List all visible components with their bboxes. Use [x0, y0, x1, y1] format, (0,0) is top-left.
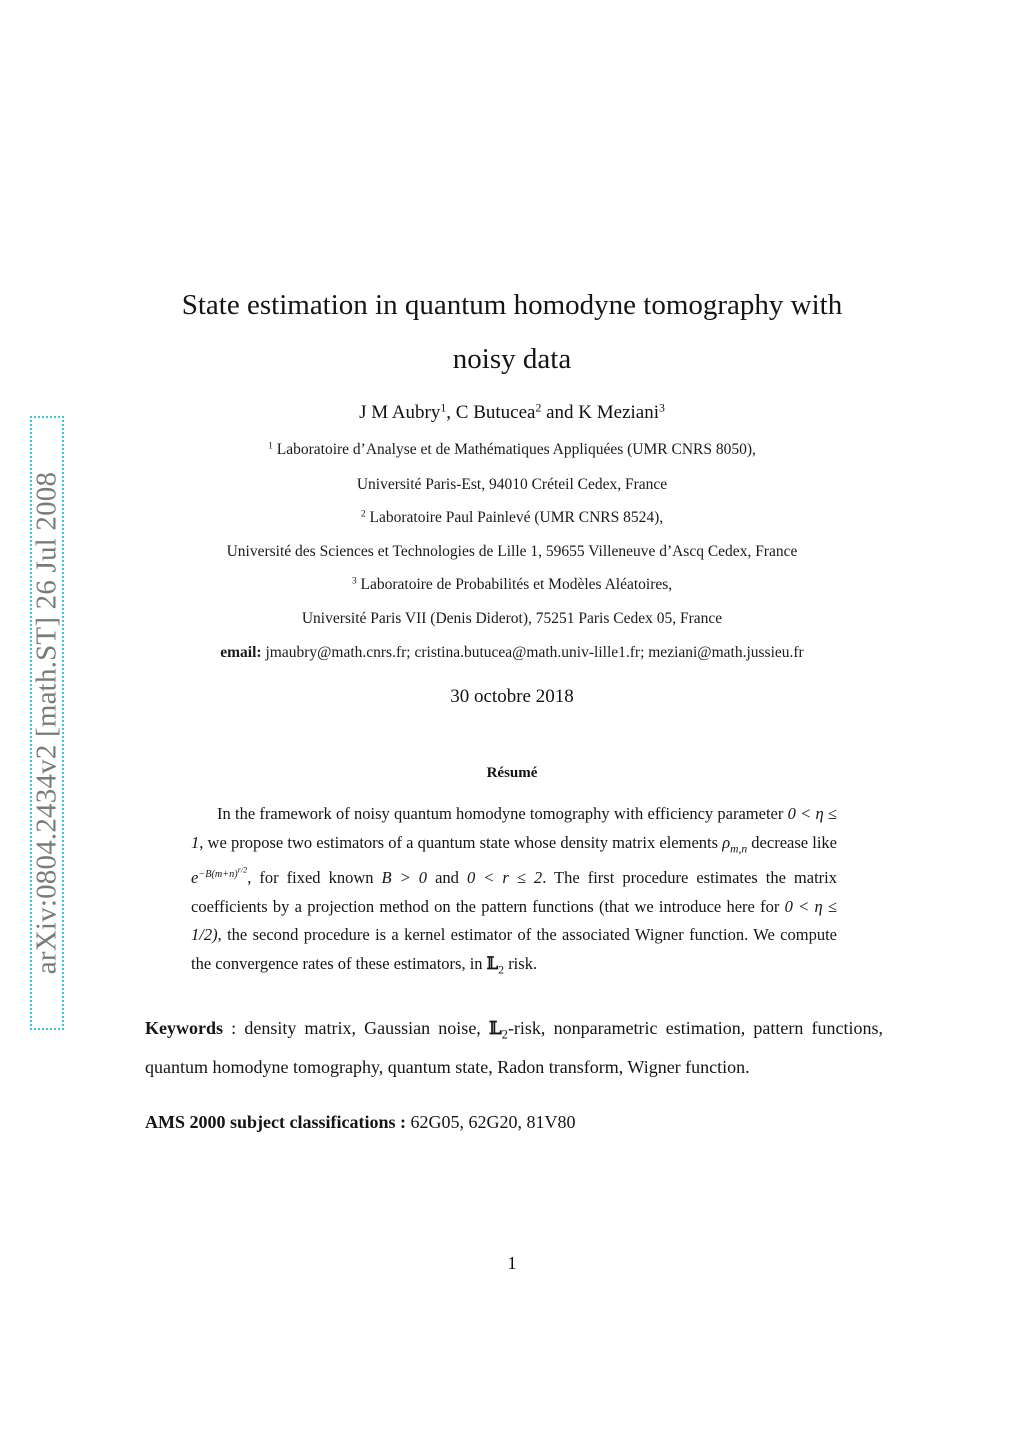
abstract-text: . The first procedure estimates the matrix coefficients by a projection method on the pattern functions (that we introduce here for	[191, 867, 838, 916]
math-eta-half: 0 < η ≤ 1/2)	[191, 896, 837, 945]
math-rho: ρ	[722, 832, 731, 852]
author-name: K Meziani	[578, 402, 660, 423]
email-addresses[interactable]: jmaubry@math.cnrs.fr; cristina.butucea@math.univ-lille1.fr; meziani@math.jussieu.fr	[265, 644, 804, 661]
abstract-text: decrease like	[747, 832, 838, 852]
affiliation-sup: 3	[351, 575, 357, 587]
keywords	[145, 1012, 883, 1084]
affiliation-text: Laboratoire Paul Painlevé (UMR CNRS 8524),	[369, 509, 664, 526]
abstract-text: , for fixed known	[247, 867, 382, 887]
math-b: B > 0	[381, 867, 428, 887]
math-eta-range: 0 < η ≤ 1	[191, 804, 837, 852]
affiliation-2-line-1	[0, 509, 1024, 527]
keywords-l2: 𝕃	[488, 1018, 502, 1039]
email-label: email:	[220, 644, 262, 661]
abstract-text: In the framework of noisy quantum homodyne tomography with efficiency parameter	[217, 804, 788, 823]
author-separator: ,	[446, 402, 456, 423]
abstract-text: , the second procedure is a kernel estimator of the associated Wigner function. We compute the convergence rates of these estimators, in	[191, 925, 837, 974]
author-name: C Butucea	[455, 402, 536, 423]
abstract-text: , we propose two estimators of a quantum state whose density matrix elements	[199, 832, 723, 852]
abstract-body	[191, 800, 837, 985]
affiliation-sup: 2	[360, 508, 366, 520]
keywords-label: Keywords	[145, 1018, 223, 1038]
affiliation-1-line-1	[0, 441, 1024, 459]
author-sup: 3	[659, 401, 665, 415]
keywords-text: -risk, nonparametric estimation, pattern functions, quantum homodyne tomography, quantum state, Radon transform, Wigner function.	[145, 1018, 883, 1078]
author-name: J M Aubry	[359, 402, 441, 423]
keywords-l2-sub: 2	[501, 1027, 508, 1042]
math-exp-power	[198, 865, 248, 881]
math-l2-sub: 2	[498, 964, 505, 977]
keywords-sep: :	[223, 1018, 245, 1038]
paper-date: 30 octobre 2018	[450, 686, 574, 707]
math-r: 0 < r ≤ 2	[466, 867, 543, 887]
affiliation-2-line-2: Université des Sciences et Technologies de Lille 1, 59655 Villeneuve d’Ascq Cedex, France	[226, 543, 798, 560]
affiliation-1-line-2: Université Paris-Est, 94010 Créteil Cedex, France	[356, 476, 668, 493]
ams-codes: 62G05, 62G20, 81V80	[410, 1112, 576, 1132]
author-list	[0, 402, 1024, 424]
ams-classifications	[145, 1112, 575, 1133]
abstract-heading: Résumé	[486, 765, 538, 781]
email-line	[0, 644, 1024, 662]
affiliation-sup: 1	[268, 440, 273, 452]
math-exp-power-sup: r/2	[237, 865, 248, 875]
keywords-text: density matrix, Gaussian noise,	[244, 1018, 489, 1038]
page-number: 1	[507, 1253, 517, 1273]
math-rho-sub: m,n	[730, 843, 748, 856]
affiliation-text: Laboratoire d’Analyse et de Mathématiques Appliquées (UMR CNRS 8050),	[276, 441, 756, 458]
affiliation-text: Laboratoire de Probabilités et Modèles Aléatoires,	[360, 576, 673, 593]
author-separator: and	[541, 402, 579, 423]
ams-label: AMS 2000 subject classifications :	[145, 1112, 406, 1132]
math-exp-power-main: −B(m+n)	[198, 869, 238, 881]
author-sup: 1	[440, 401, 447, 415]
paper-title: State estimation in quantum homodyne tomography with noisy data	[181, 289, 843, 375]
affiliation-3-line-2: Université Paris VII (Denis Diderot), 75251 Paris Cedex 05, France	[301, 610, 723, 627]
affiliation-3-line-1	[0, 576, 1024, 594]
author-sup: 2	[535, 401, 542, 415]
abstract-text: risk.	[504, 954, 538, 974]
arxiv-id: arXiv:0804.2434v2 [math.ST] 26 Jul 2008	[30, 471, 63, 975]
math-l2: 𝕃	[486, 954, 499, 974]
abstract-text: and	[427, 867, 467, 887]
math-exp-base: e	[191, 867, 199, 887]
